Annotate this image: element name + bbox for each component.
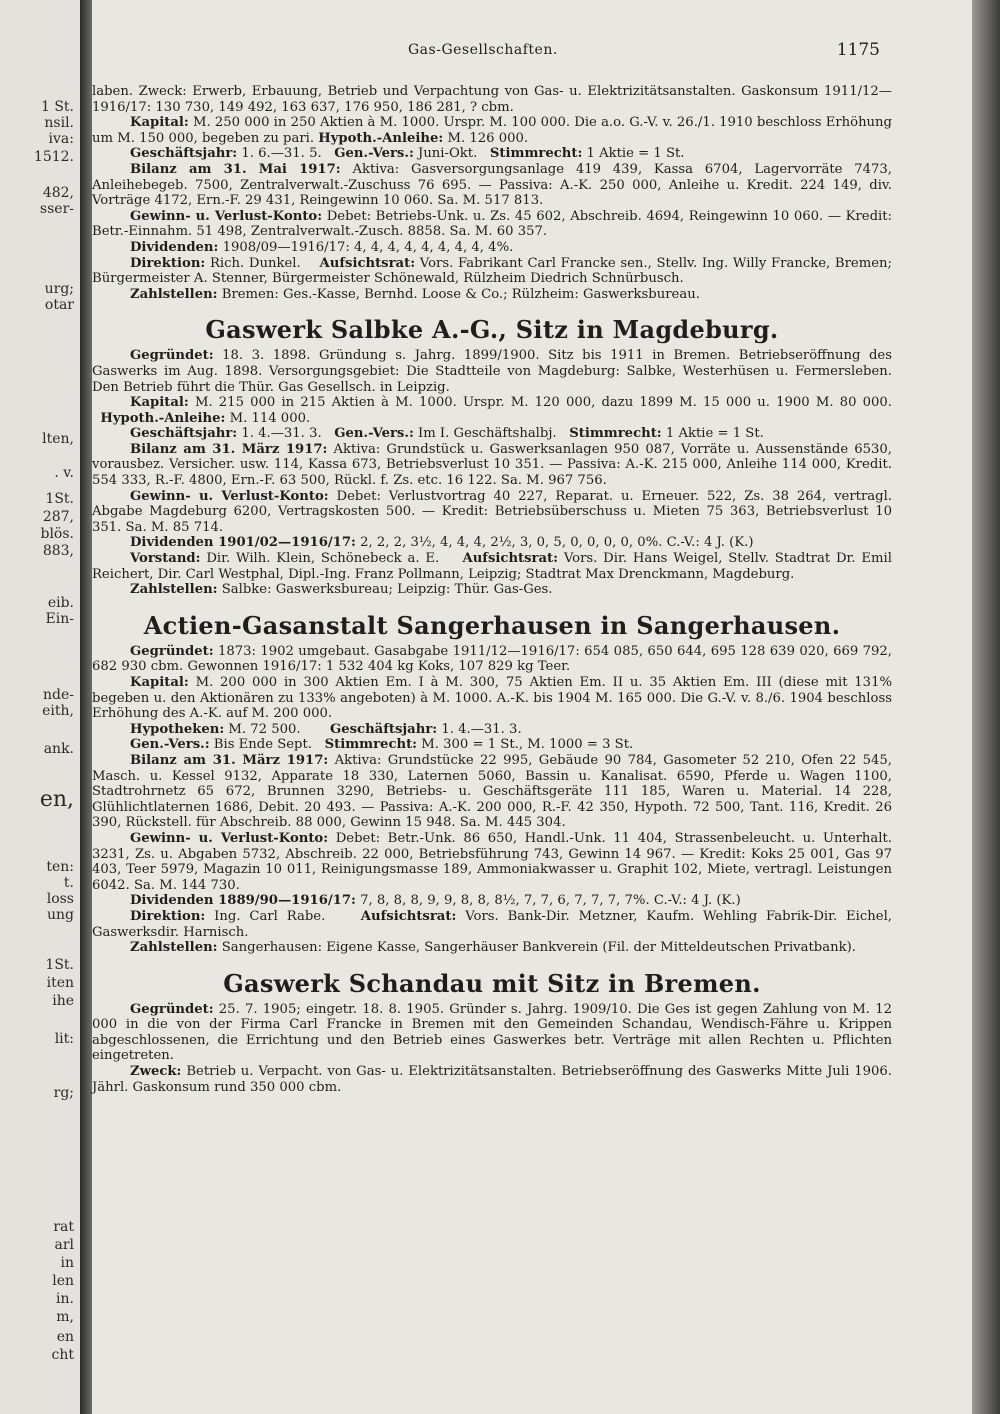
field-value: Vors. Fabrikant Carl Francke sen., Stellv. Ing. Willy Francke, Bremen; Bürgermeister A. Stenner, Bürgermeister Schönewald, Rülzheim Diedrich Schnürbusch. [92,255,892,287]
field-label: Kapital: [130,115,189,131]
running-title: Gas-Gesellschaften. [408,42,558,58]
adjacent-page-fragment: en [56,1329,74,1345]
adjacent-page-fragment: . v. [54,465,74,481]
adjacent-page-strip [0,0,80,1414]
entry2-gegruendet [92,348,892,395]
entry1-dividenden [92,240,892,256]
entry-heading: Gaswerk Salbke A.-G., Sitz in Magdeburg. [205,315,779,345]
entry3-dividenden [92,893,892,909]
field-label: Stimmrecht: [324,737,418,753]
field-value: Salbke: Gaswerksbureau; Leipzig: Thür. Gas-Ges. [221,582,553,598]
adjacent-page-fragment: otar [44,297,74,313]
adjacent-page-fragment: ank. [43,741,74,757]
field-value: 25. 7. 1905; eingetr. 18. 8. 1905. Gründer s. Jahrg. 1909/10. Die Ges ist gegen Zahlung von M. 12 000 in die von der Firma Carl Francke in Bremen mit den Gemeinden Schandau, Wendisch-Fähre u. Krippen abgeschlossenen, die Errichtung und den Betrieb eines Gaswerkes betr. Verträge mit allen Rechten u. Pflichten eingetreten. [92,1001,892,1064]
field-label: Gegründet: [130,348,214,364]
field-label: Bilanz am 31. März 1917: [130,752,329,768]
entry1-guv [92,209,892,240]
book-gutter [80,0,92,1414]
field-label: Geschäftsjahr: [130,146,238,162]
adjacent-page-fragment: 1512. [33,149,74,165]
field-value: 18. 3. 1898. Gründung s. Jahrg. 1899/1900. Sitz bis 1911 in Bremen. Betriebseröffnung des Gaswerks im Aug. 1898. Versorgungsgebiet: Die Stadtteile von Magdeburg: Salbke, Westerhüsen u. Fermersleben. Den Betrieb führt die Thür. Gas Gesellsch. in Leipzig. [92,348,892,395]
field-value: Sangerhausen: Eigene Kasse, Sangerhäuser Bankverein (Fil. der Mitteldeutschen Privatbank). [221,940,856,956]
field-label: Bilanz am 31. Mai 1917: [130,161,341,177]
field-value: Bis Ende Sept. [213,737,312,753]
field-value: Rich. Dunkel. [210,255,301,271]
adjacent-page-fragment: 1St. [45,957,74,973]
field-label: Hypotheken: [130,721,225,737]
field-value: 1908/09—1916/17: 4, 4, 4, 4, 4, 4, 4, 4, 4%. [222,239,514,255]
field-label: Direktion: [130,255,206,271]
field-value: M. 300 = 1 St., M. 1000 = 3 St. [421,737,634,753]
field-value: Bremen: Ges.-Kasse, Bernhd. Loose & Co.; Rülzheim: Gaswerksbureau. [221,286,700,302]
adjacent-page-fragment: eib. [47,595,74,611]
field-value: 1 Aktie = 1 St. [586,146,685,162]
field-value: M. 200 000 in 300 Aktien Em. I à M. 300, 75 Aktien Em. II u. 35 Aktien Em. III (diese mit 131% begeben u. den Aktionären zu 133% angeboten) à M. 1000. A.-K. bis 1904 M. 165 000. Die G.-V. v. 8./6. 1904 beschloss Erhöhung des A.-K. auf M. 200 000. [92,675,892,722]
page-body [92,84,892,1095]
page-edge-shadow [972,0,1000,1414]
field-value: 1. 4.—31. 3. [441,721,522,737]
field-value: Betrieb u. Verpacht. von Gas- u. Elektrizitätsanstalten. Betriebseröffnung des Gaswerks Mitte Juli 1906. Jährl. Gaskonsum rund 350 000 cbm. [92,1064,892,1095]
entry3-zahlstellen [92,940,892,956]
adjacent-page-fragment: arl [54,1237,74,1253]
field-label: Zahlstellen: [130,940,218,956]
adjacent-page-fragment: lten, [42,431,74,447]
page-number: 1175 [836,40,880,60]
adjacent-page-fragment: loss [46,891,74,907]
entry2-vorstand [92,551,892,582]
entry1-bilanz [92,162,892,209]
entry1-zweck: laben. Zweck: Erwerb, Erbauung, Betrieb und Verpachtung von Gas- u. Elektrizitätsanstalten. Gaskonsum 1911/12—1916/17: 130 730, 149 492, 163 637, 176 950, 186 281, ? cbm. [92,84,892,115]
field-value: Vors. Bank-Dir. Metzner, Kaufm. Wehling Fabrik-Dir. Eichel, Gaswerksdir. Harnisch. [92,908,892,940]
adjacent-page-fragment: in. [56,1291,74,1307]
entry-gasanstalt-sangerhausen [92,612,892,956]
adjacent-page-fragment: eith, [42,703,74,719]
field-label: Bilanz am 31. März 1917: [130,441,328,457]
field-value: M. 215 000 in 215 Aktien à M. 1000. Urspr. M. 120 000, dazu 1899 M. 15 000 u. 1900 M. 80 000. [194,395,892,411]
entry4-zweck [92,1064,892,1095]
entry3-hypotheken [92,722,892,738]
field-label: Geschäftsjahr: [329,721,438,737]
field-label: Gen.-Vers.: [130,737,210,753]
field-label: Stimmrecht: [489,146,583,162]
adjacent-page-fragment: cht [51,1347,74,1363]
field-label: Gen.-Vers.: [334,146,414,162]
adjacent-page-fragment: 1St. [45,491,74,507]
adjacent-page-fragment: sser- [39,201,74,217]
entry2-guv [92,489,892,536]
field-label: Aufsichtsrat: [360,908,457,924]
adjacent-page-fragment: iva: [48,131,74,147]
entry3-gegruendet [92,644,892,675]
entry1-geschaeftsjahr [92,146,892,162]
running-header [92,40,972,64]
field-label: Gen.-Vers.: [334,426,414,442]
entry-heading: Gaswerk Schandau mit Sitz in Bremen. [223,968,761,998]
adjacent-page-fragment: 482, [42,185,74,201]
adjacent-page-fragment: 883, [42,543,74,559]
field-value: M. 72 500. [228,721,301,737]
field-label: Dividenden 1889/90—1916/17: [130,893,356,909]
field-value: Dir. Wilh. Klein, Schönebeck a. E. [206,551,440,567]
entry-continued [92,84,892,302]
entry3-genvers [92,737,892,753]
field-value: 1 Aktie = 1 St. [665,426,764,442]
adjacent-page-fragment: iten [46,975,74,991]
entry2-zahlstellen [92,582,892,598]
field-label: Kapital: [130,395,189,411]
adjacent-page-fragment: m, [56,1309,74,1325]
field-label: Hypoth.-Anleihe: [318,130,444,146]
entry4-gegruendet [92,1002,892,1064]
field-value: Debet: Betriebs-Unk. u. Zs. 45 602, Abschreib. 4694, Reingewinn 10 060. — Kredit: Betr.-Einnahm. 51 498, Zentralverwalt.-Zusch. 8858. Sa. M. 60 357. [92,208,892,240]
field-value: Ing. Carl Rabe. [214,908,326,924]
adjacent-page-fragment: ung [47,907,74,923]
field-label: Gewinn- u. Verlust-Konto: [130,488,329,504]
field-value: 2, 2, 2, 3½, 4, 4, 4, 2½, 3, 0, 5, 0, 0, 0, 0, 0%. C.-V.: 4 J. (K.) [360,535,754,551]
field-value: Debet: Betr.-Unk. 86 650, Handl.-Unk. 11 404, Strassenbeleucht. u. Unterhalt. 3231, Zs. u. Abgaben 5732, Abschreib. 22 000, Betriebsführung 743, Gewinn 14 967. — Kredit: Koks 25 001, Gas 97 403, Teer 5979, Magazin 10 011, Reinigungsmasse 189, Ammoniakwasser u. Graphit 102, Miete, vertragl. Leistungen 6042. Sa. M. 144 730. [92,830,892,893]
entry2-bilanz [92,442,892,489]
field-label: Aufsichtsrat: [319,255,416,271]
adjacent-page-fragment: 287, [42,509,74,525]
field-value: 1873: 1902 umgebaut. Gasabgabe 1911/12—1916/17: 654 085, 650 644, 695 128 639 020, 669 792, 682 930 cbm. Gewonnen 1916/17: 1 532 404 kg Koks, 107 829 kg Teer. [92,643,892,675]
field-label: Hypoth.-Anleihe: [100,410,226,426]
field-value: Juni-Okt. [418,146,478,162]
adjacent-page-fragment: urg; [44,281,74,297]
adjacent-page-fragment: en, [39,787,74,812]
entry2-geschaeftsjahr [92,426,892,442]
field-label: Dividenden 1901/02—1916/17: [130,535,356,551]
field-value: Aktiva: Grundstücke 22 995, Gebäude 90 784, Gasometer 52 210, Ofen 22 545, Masch. u. Kessel 9132, Apparate 18 330, Laternen 5060, Bassin u. Kanalisat. 6590, Pferde u. Wagen 1100, Stadtrohrnetz 65 672, Brunnen 3290, Betriebs- u. Geschäftsgeräte 111 185, Waren u. Material. 14 228, Glühlichtlaternen 1686, Debit. 20 493. — Passiva: A.-K. 200 000, R.-F. 42 350, Hypoth. 72 500, Tant. 116, Kredit. 26 390, Rückstell. für Abschreib. 88 000, Gewinn 15 948. Sa. M. 445 304. [92,752,892,831]
entry1-direktion [92,256,892,287]
entry2-kapital [92,395,892,426]
entry2-dividenden [92,535,892,551]
field-label: Zweck: [130,1064,182,1080]
field-label: Gewinn- u. Verlust-Konto: [130,830,329,846]
adjacent-page-fragment: nde- [43,687,74,703]
adjacent-page-fragment: in [60,1255,74,1271]
field-label: Gegründet: [130,1001,214,1017]
field-value: 7, 8, 8, 8, 9, 9, 8, 8, 8½, 7, 7, 6, 7, 7, 7, 7%. C.-V.: 4 J. (K.) [360,893,741,909]
field-value: Im I. Geschäftshalbj. [418,426,557,442]
field-value: Aktiva: Grundstück u. Gaswerksanlagen 950 087, Vorräte u. Aussenstände 6530, vorausbez. Versicher. usw. 114, Kassa 673, Betriebsverlust 10 351. — Passiva: A.-K. 215 000, Anleihe 114 000, Kredit. 554 333, R.-F. 4800, Ern.-F. 63 500, Rückl. f. Zs. etc. 16 122. Sa. M. 967 756. [92,441,892,489]
field-value: 1. 6.—31. 5. [241,146,322,162]
entry3-direktion [92,909,892,940]
entry3-guv [92,831,892,893]
adjacent-page-fragment: 1 St. [40,99,74,115]
entry-gaswerk-schandau [92,970,892,1096]
field-label: Stimmrecht: [569,426,662,442]
field-label: Gegründet: [130,643,214,659]
entry1-zahlstellen [92,287,892,303]
entry3-kapital [92,675,892,722]
field-value: Vors. Dir. Hans Weigel, Stellv. Stadtrat Dr. Emil Reichert, Dir. Carl Westphal, Dipl.-Ing. Franz Pollmann, Leipzig; Stadtrat Max Drenckmann, Magdeburg. [92,551,892,582]
entry1-kapital [92,115,892,146]
adjacent-page-fragment: rat [53,1219,74,1235]
field-label: Aufsichtsrat: [462,551,558,567]
field-label: Zahlstellen: [130,582,218,598]
field-value: Aktiva: Gasversorgungsanlage 419 439, Kassa 6704, Lagervorräte 7473, Anleihebegeb. 7500, Zentralverwalt.-Zuschuss 76 695. — Passiva: A.-K. 250 000, Anleihe u. Kredit. 224 149, div. Vorträge 4172, Ern.-F. 29 431, Reingewinn 10 060. Sa. M. 517 813. [92,161,892,209]
entry-heading: Actien-Gasanstalt Sangerhausen in Sangerhausen. [143,610,841,640]
adjacent-page-fragment: rg; [53,1085,74,1101]
field-label: Gewinn- u. Verlust-Konto: [130,208,323,224]
adjacent-page-fragment: Ein- [45,611,74,627]
adjacent-page-fragment: nsil. [44,115,74,131]
field-label: Zahlstellen: [130,286,218,302]
field-value: M. 126 000. [447,130,529,146]
field-value: 1. 4.—31. 3. [241,426,322,442]
field-label: Dividenden: [130,239,219,255]
field-label: Direktion: [130,908,206,924]
adjacent-page-fragment: blös. [40,526,74,542]
field-value: Debet: Verlustvortrag 40 227, Reparat. u. Erneuer. 522, Zs. 38 264, vertragl. Abgabe Magdeburg 6200, Vertragskosten 500. — Kredit: Betriebsüberschuss u. Mieten 75 363, Betriebsverlust 10 351. Sa. M. 85 714. [92,488,892,535]
field-label: Geschäftsjahr: [130,426,238,442]
adjacent-page-fragment: len [52,1273,74,1289]
adjacent-page-fragment: ten: [46,859,74,875]
entry-gaswerk-salbke [92,316,892,598]
adjacent-page-fragment: ihe [52,993,74,1009]
entry3-bilanz [92,753,892,831]
field-label: Vorstand: [130,551,201,567]
document-page [92,0,972,1414]
adjacent-page-fragment: lit: [54,1031,74,1047]
adjacent-page-fragment: t. [63,875,74,891]
field-value: M. 114 000. [229,410,311,426]
field-value: M. 250 000 in 250 Aktien à M. 1000. Urspr. M. 100 000. Die a.o. G.-V. v. 26./1. 1910 beschloss Erhöhung um M. 150 000, begeben zu pari. [92,115,892,146]
field-label: Kapital: [130,675,189,690]
